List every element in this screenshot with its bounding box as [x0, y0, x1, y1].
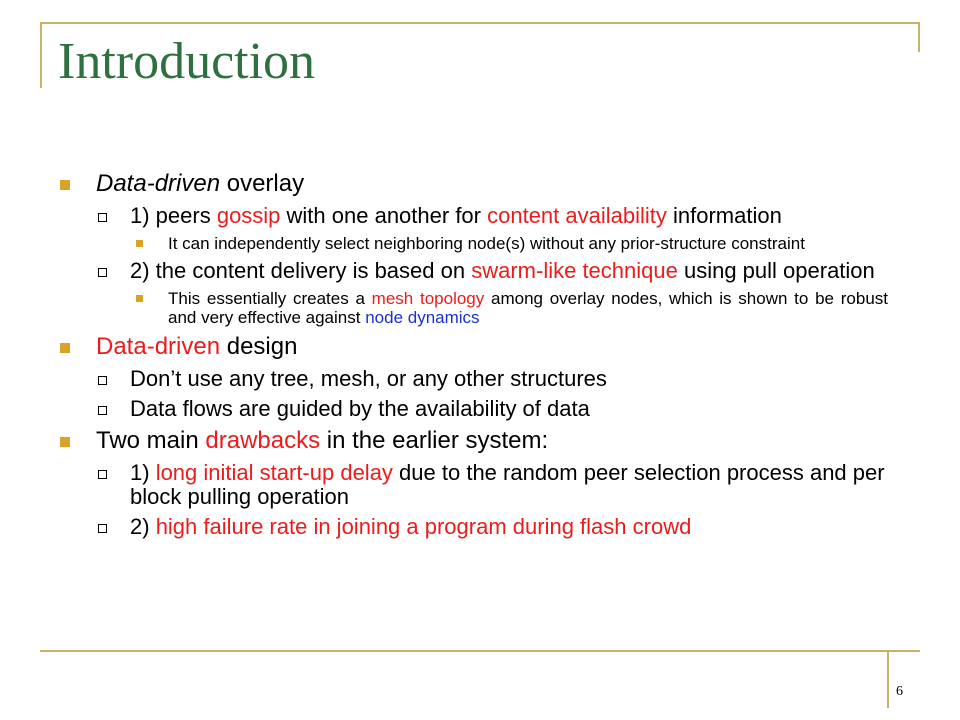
sub-bullet-swarm — [58, 259, 888, 283]
bullet-text: overlay — [220, 170, 305, 197]
highlight-red: gossip — [216, 203, 281, 228]
text-span: using pull operation — [677, 258, 875, 283]
text-span: Data flows are guided by the availability of data — [130, 396, 590, 421]
sub-sub-bullet-mesh-topology — [58, 289, 888, 327]
slide-title: Introduction — [58, 33, 316, 90]
highlight-red: drawbacks — [205, 427, 321, 454]
highlight-red: Data-driven — [96, 333, 221, 360]
text-span: design — [220, 333, 298, 360]
text-span: with one another for — [280, 203, 488, 228]
highlight-blue: node dynamics — [365, 308, 480, 327]
text-span: among overlay nodes, which is shown to be robust and very effective against — [168, 289, 888, 327]
text-span: 2) — [130, 514, 156, 539]
text-span: 2) the content delivery is based on — [130, 258, 472, 283]
text-span: 1) peers — [130, 203, 217, 228]
hollow-square-bullet-icon — [98, 524, 107, 533]
bullet-emphasis: Data-driven — [96, 170, 221, 197]
bullet-data-driven-overlay — [58, 170, 888, 198]
frame-right-line — [918, 22, 920, 52]
highlight-red: swarm-like technique — [471, 258, 678, 283]
highlight-red: long initial start-up delay — [155, 460, 393, 485]
highlight-red: high failure rate in joining a program during flash crowd — [155, 514, 692, 539]
square-bullet-icon — [60, 437, 70, 447]
text-span: due to the random peer selection process and per block pulling operation — [130, 460, 885, 509]
text-span: Don’t use any tree, mesh, or any other structures — [130, 366, 607, 391]
square-bullet-icon — [60, 180, 70, 190]
sub-bullet-gossip — [58, 204, 888, 228]
hollow-square-bullet-icon — [98, 376, 107, 385]
text-span: in the earlier system: — [320, 427, 549, 454]
text-span: Two main — [96, 427, 206, 454]
text-span: 1) — [130, 460, 156, 485]
frame-left-line — [40, 22, 42, 88]
text-span: information — [666, 203, 782, 228]
square-bullet-icon — [136, 295, 143, 302]
hollow-square-bullet-icon — [98, 406, 107, 415]
bullet-data-driven-design — [58, 333, 888, 361]
frame-bottom-right-line — [887, 650, 889, 708]
sub-bullet-data-flows — [58, 397, 888, 421]
frame-top-line — [40, 22, 920, 24]
hollow-square-bullet-icon — [98, 268, 107, 277]
sub-bullet-startup-delay — [58, 461, 888, 509]
sub-sub-bullet-independent-select — [58, 234, 888, 253]
hollow-square-bullet-icon — [98, 213, 107, 222]
bullet-drawbacks — [58, 427, 888, 455]
sub-bullet-failure-rate — [58, 515, 888, 539]
hollow-square-bullet-icon — [98, 470, 107, 479]
page-number: 6 — [896, 684, 903, 699]
square-bullet-icon — [136, 240, 143, 247]
text-span: It can independently select neighboring node(s) without any prior-structure constraint — [168, 234, 805, 253]
highlight-red: mesh topology — [371, 289, 485, 308]
highlight-red: content availability — [487, 203, 667, 228]
slide-content — [58, 170, 888, 545]
frame-bottom-line — [40, 650, 920, 652]
text-span: This essentially creates a — [168, 289, 372, 308]
sub-bullet-no-structures — [58, 367, 888, 391]
square-bullet-icon — [60, 343, 70, 353]
